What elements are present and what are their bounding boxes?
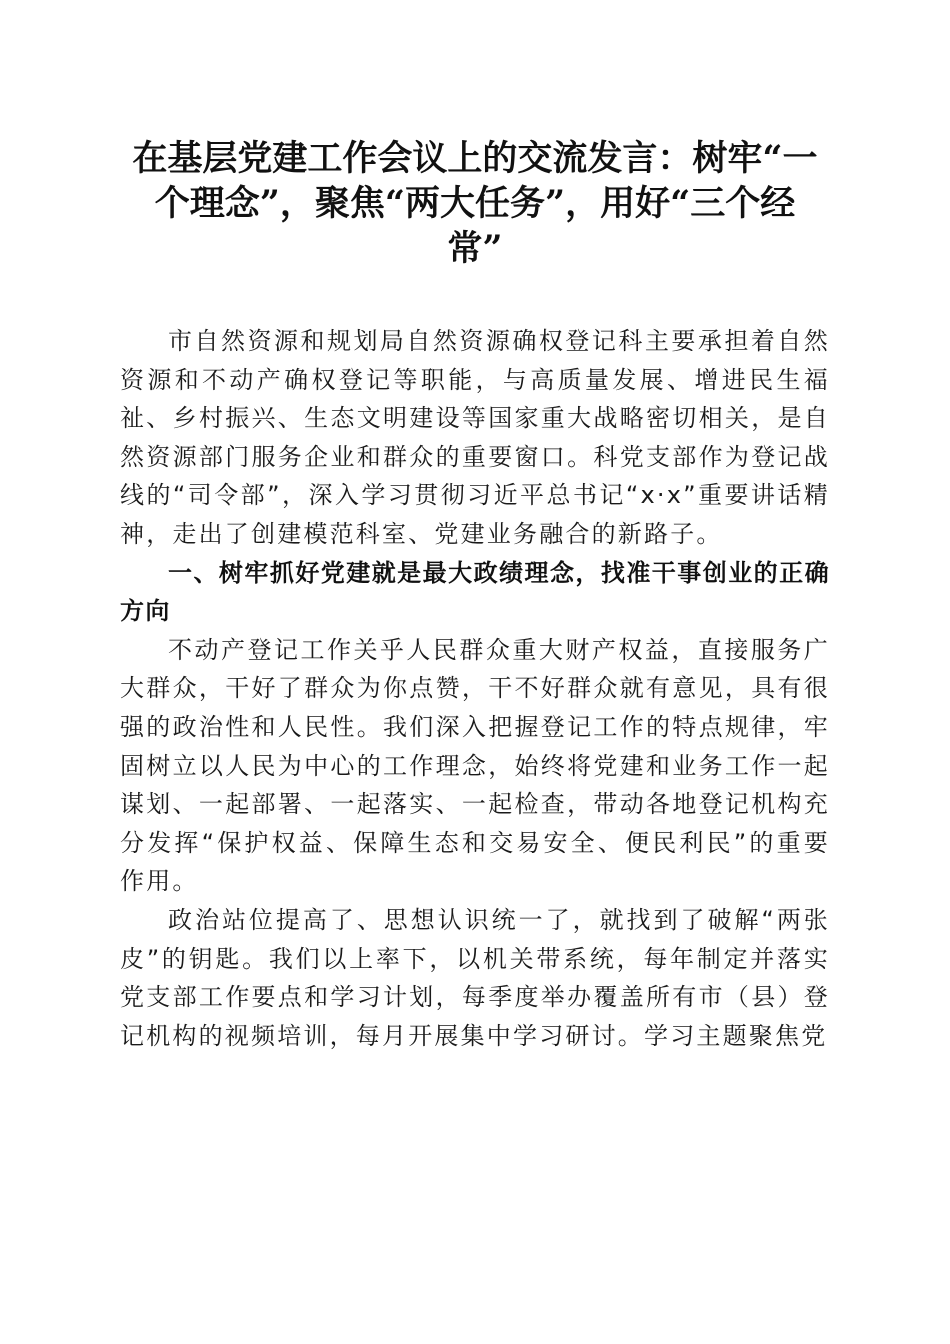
title-line-1: 在基层党建工作会议上的交流发言：树牢“一 — [132, 138, 818, 179]
title-line-2: 个理念”，聚焦“两大任务”，用好“三个经 — [154, 183, 796, 224]
body-paragraph-1: 不动产登记工作关乎人民群众重大财产权益，直接服务广大群众，干好了群众为你点赞，干不好群众就有意见，具有很强的政治性和人民性。我们深入把握登记工作的特点规律，牢固树立以人民为中心的工作理念，始终将党建和业务工作一起谋划、一起部署、一起落实、一起检查，带动各地登记机构充分发挥“保护权益、保障生态和交易安全、便民利民”的重要作用。 — [120, 635, 830, 896]
document-body — [120, 322, 830, 1055]
body-paragraph-2: 政治站位提高了、思想认识统一了，就找到了破解“两张皮”的钥匙。我们以上率下，以机关带系统，每年制定并落实党支部工作要点和学习计划，每季度举办覆盖所有市（县）登记机构的视频培训，每月开展集中学习研讨。学习主题聚焦党 — [120, 905, 830, 1050]
title-line-3: 常” — [447, 228, 503, 269]
document-title — [110, 136, 840, 271]
intro-paragraph: 市自然资源和规划局自然资源确权登记科主要承担着自然资源和不动产确权登记等职能，与高质量发展、增进民生福祉、乡村振兴、生态文明建设等国家重大战略密切相关，是自然资源部门服务企业和群众的重要窗口。科党支部作为登记战线的“司令部”，深入学习贯彻习近平总书记“x·x”重要讲话精神，走出了创建模范科室、党建业务融合的新路子。 — [120, 327, 830, 548]
section-heading-1: 一、树牢抓好党建就是最大政绩理念，找准干事创业的正确方向 — [120, 558, 830, 626]
